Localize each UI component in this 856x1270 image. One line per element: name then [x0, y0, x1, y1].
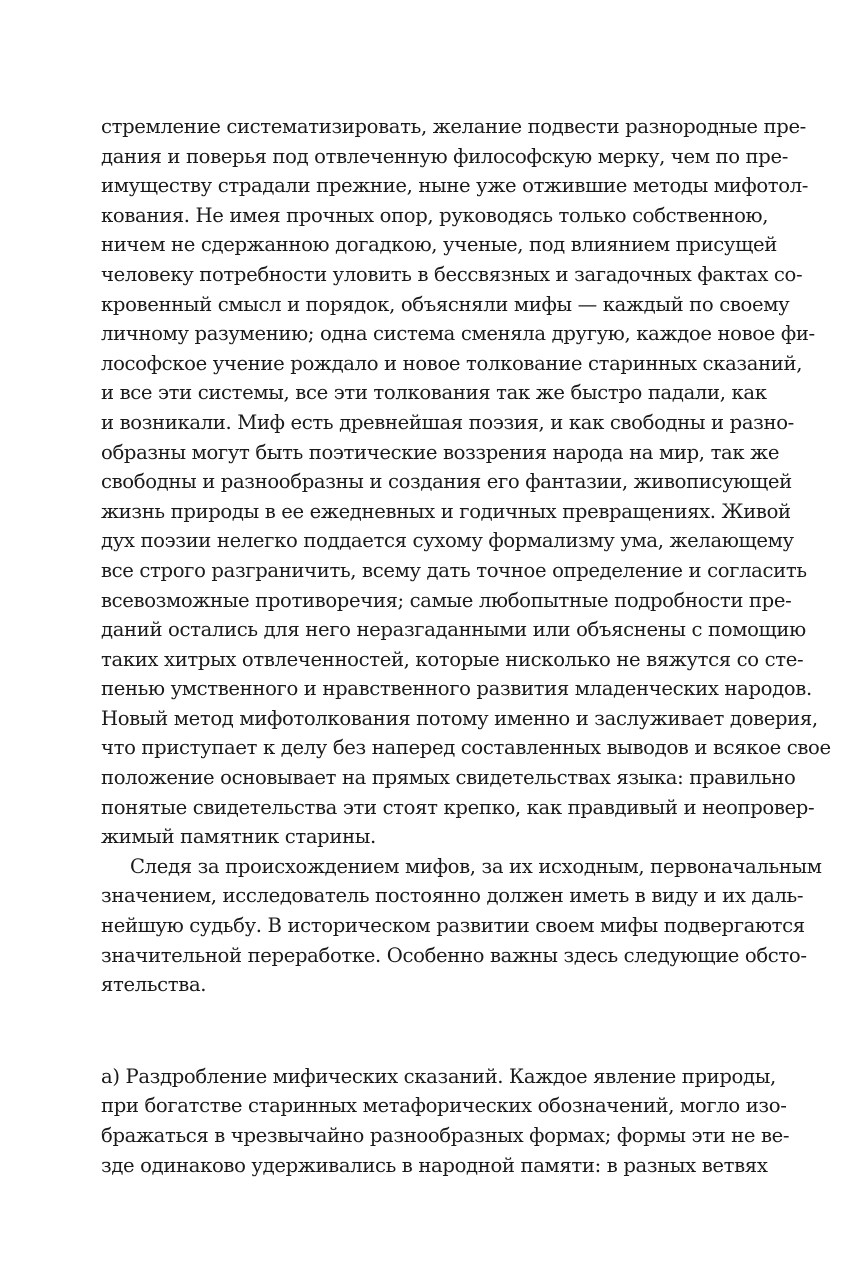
text-line: всевозможные противоречия; самые любопытные подробности пре- — [101, 588, 792, 612]
text-line: понятые свидетельства эти стоят крепко, как правдивый и неопровер- — [101, 795, 815, 819]
text-line: и возникали. Миф есть древнейшая поэзия, и как свободны и разно- — [101, 410, 794, 434]
text-line: свободны и разнообразны и создания его фантазии, живописующей — [101, 470, 792, 494]
paragraph-3 — [101, 1062, 790, 1180]
text-line: ятельства. — [101, 973, 207, 997]
text-line: а) Раздробление мифических сказаний. Каждое явление природы, — [101, 1064, 776, 1088]
text-line: кровенный смысл и порядок, объясняли мифы — каждый по своему — [101, 292, 790, 316]
text-line: человеку потребности уловить в бессвязных и загадочных фактах со- — [101, 262, 803, 286]
text-line: и все эти системы, все эти толкования так же быстро падали, как — [101, 381, 767, 405]
text-line: Новый метод мифотолкования потому именно и заслуживает доверия, — [101, 706, 818, 730]
paragraph-2 — [101, 852, 822, 1000]
text-line: образны могут быть поэтические воззрения народа на мир, так же — [101, 440, 780, 464]
text-line: кования. Не имея прочных опор, руководясь только собственною, — [101, 203, 769, 227]
section-gap — [101, 1000, 764, 1062]
text-line: личному разумению; одна система сменяла другую, каждое новое фи- — [101, 322, 815, 346]
text-line: пенью умственного и нравственного развития младенческих народов. — [101, 677, 812, 701]
text-line: жимый памятник старины. — [101, 825, 376, 849]
text-line: Следя за происхождением мифов, за их исходным, первоначальным — [130, 854, 822, 878]
text-line: что приступает к делу без наперед составленных выводов и всякое свое — [101, 736, 831, 760]
text-line: ничем не сдержанною догадкою, ученые, под влиянием присущей — [101, 233, 777, 257]
text-line: стремление систематизировать, желание подвести разнородные пре- — [101, 115, 806, 138]
text-line: имуществу страдали прежние, ныне уже отжившие методы мифотол- — [101, 174, 809, 198]
text-line: бражаться в чрезвычайно разнообразных формах; формы эти не ве- — [101, 1124, 790, 1147]
text-line: дух поэзии нелегко поддается сухому формализму ума, желающему — [101, 529, 794, 553]
text-line: дания и поверья под отвлеченную философскую мерку, чем по пре- — [101, 144, 788, 168]
paragraph-1 — [101, 112, 831, 852]
text-line: при богатстве старинных метафорических обозначений, могло изо- — [101, 1094, 787, 1118]
text-line: зде одинаково удерживались в народной памяти: в разных ветвях — [101, 1153, 768, 1177]
text-line: таких хитрых отвлеченностей, которые нисколько не вяжутся со сте- — [101, 647, 804, 671]
text-line: положение основывает на прямых свидетельствах языка: правильно — [101, 766, 796, 790]
text-line: нейшую судьбу. В историческом развитии своем мифы подвергаются — [101, 914, 805, 938]
text-line: значением, исследователь постоянно должен иметь в виду и их даль- — [101, 884, 804, 908]
text-line: значительной переработке. Особенно важны здесь следующие обсто- — [101, 943, 807, 967]
text-line: все строго разграничить, всему дать точное определение и согласить — [101, 558, 807, 582]
text-line: лософское учение рождало и новое толкование старинных сказаний, — [101, 351, 803, 375]
page-body — [101, 112, 831, 1180]
text-line: даний остались для него неразгаданными или объяснены с помощию — [101, 618, 806, 642]
text-line: жизнь природы в ее ежедневных и годичных превращениях. Живой — [101, 499, 791, 523]
